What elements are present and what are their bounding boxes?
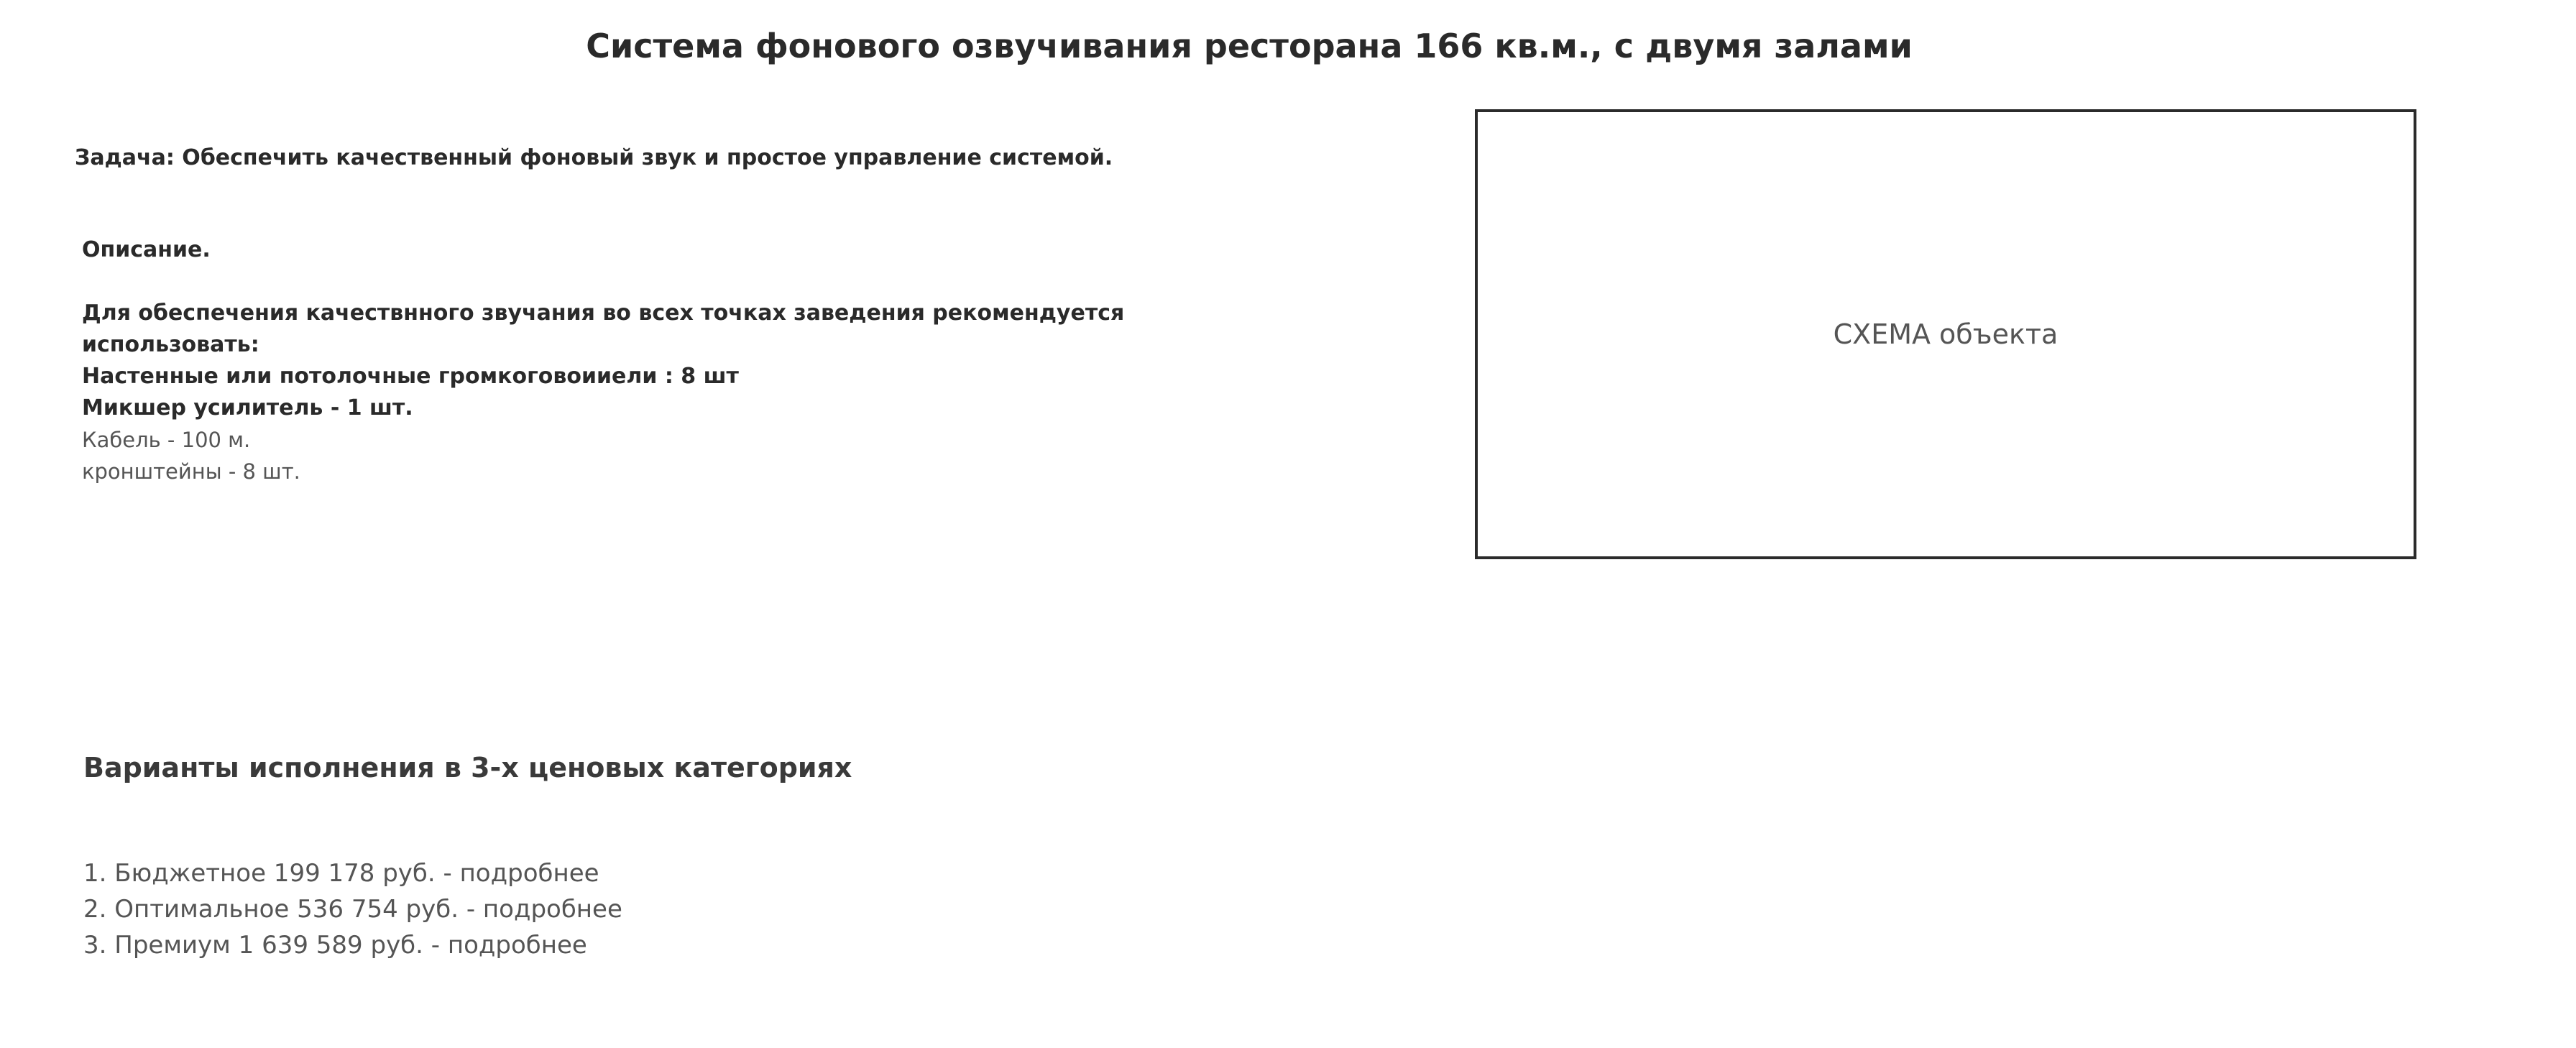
page-title: Система фонового озвучивания ресторана 166 кв.м., с двумя залами xyxy=(586,27,1913,65)
equipment-speakers: Настенные или потолочные громкоговоииели : 8 шт xyxy=(82,364,739,389)
variant-item-optimal[interactable]: 2. Оптимальное 536 754 руб. - подробнее xyxy=(83,895,622,924)
equipment-cable: Кабель - 100 м. xyxy=(82,428,251,452)
scheme-label: СХЕМА объекта xyxy=(1833,318,2058,350)
description-intro-line2: использовать: xyxy=(82,332,259,357)
variant-item-premium[interactable]: 3. Премиум 1 639 589 руб. - подробнее xyxy=(83,931,587,960)
scheme-placeholder xyxy=(1475,109,2416,559)
description-intro-line1: Для обеспечения качествнного звучания во всех точках заведения рекомендуется xyxy=(82,300,1125,326)
variants-heading: Варианты исполнения в 3-х ценовых категориях xyxy=(83,752,852,783)
description-block xyxy=(82,234,1131,487)
variant-item-budget[interactable]: 1. Бюджетное 199 178 руб. - подробнее xyxy=(83,859,599,888)
description-spacer xyxy=(82,266,1131,298)
equipment-brackets: кронштейны - 8 шт. xyxy=(82,459,300,484)
equipment-mixer: Микшер усилитель - 1 шт. xyxy=(82,395,413,420)
task-text: Задача: Обеспечить качественный фоновый звук и простое управление системой. xyxy=(75,145,1113,170)
variants-list xyxy=(83,855,622,963)
description-heading: Описание. xyxy=(82,237,211,262)
